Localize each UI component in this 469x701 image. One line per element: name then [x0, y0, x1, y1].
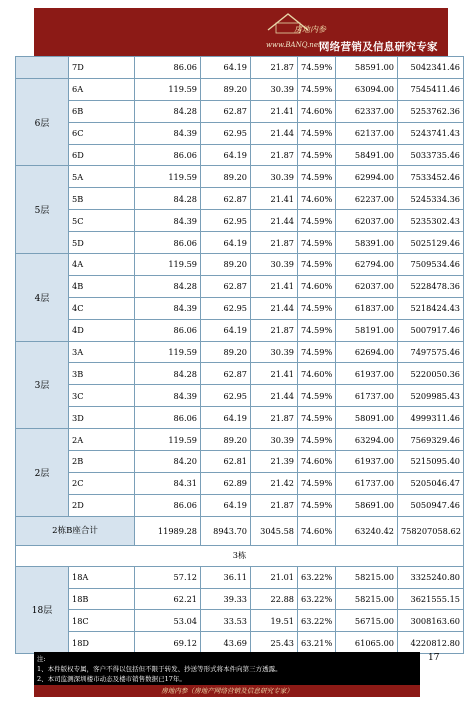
efficiency-ratio: 74.59% — [298, 210, 336, 232]
unit-number: 5B — [69, 188, 135, 210]
efficiency-ratio: 74.59% — [298, 122, 336, 144]
shared-area: 21.41 — [251, 100, 298, 122]
inner-area: 43.69 — [201, 632, 251, 654]
total-price: 5218424.43 — [398, 297, 464, 319]
table-row — [16, 588, 464, 610]
footer-banner: 房地内参（房地产网络营销及信息研究专家） — [34, 685, 420, 697]
page-number: 17 — [428, 653, 440, 663]
floor-label: 2层 — [16, 429, 69, 517]
table-row — [16, 632, 464, 654]
inner-area: 64.19 — [201, 144, 251, 166]
unit-number: 3B — [69, 363, 135, 385]
table-row — [16, 319, 464, 341]
total-inner-area: 8943.70 — [201, 516, 251, 545]
efficiency-ratio: 74.59% — [298, 166, 336, 188]
efficiency-ratio: 74.59% — [298, 297, 336, 319]
table-row — [16, 610, 464, 632]
table-row — [16, 451, 464, 473]
inner-area: 33.53 — [201, 610, 251, 632]
inner-area: 89.20 — [201, 429, 251, 451]
table-row — [16, 188, 464, 210]
table-row — [16, 210, 464, 232]
floor-label: 18层 — [16, 566, 69, 654]
efficiency-ratio: 74.59% — [298, 78, 336, 100]
inner-area: 89.20 — [201, 254, 251, 276]
efficiency-ratio: 63.22% — [298, 610, 336, 632]
floor-label: 6层 — [16, 78, 69, 166]
header-banner — [34, 8, 448, 56]
inner-area: 64.19 — [201, 407, 251, 429]
inner-area: 36.11 — [201, 566, 251, 588]
total-price: 7569329.46 — [398, 429, 464, 451]
table-row — [16, 297, 464, 319]
total-ratio: 74.60% — [298, 516, 336, 545]
shared-area: 21.87 — [251, 494, 298, 516]
shared-area: 30.39 — [251, 341, 298, 363]
shared-area: 22.88 — [251, 588, 298, 610]
inner-area: 62.87 — [201, 275, 251, 297]
unit-price: 58191.00 — [336, 319, 398, 341]
shared-area: 19.51 — [251, 610, 298, 632]
floor-label: 5层 — [16, 166, 69, 254]
total-price: 7533452.46 — [398, 166, 464, 188]
total-area: 11989.28 — [135, 516, 201, 545]
table-row — [16, 144, 464, 166]
building-area: 119.59 — [135, 341, 201, 363]
sales-table-body — [16, 57, 464, 654]
shared-area: 25.43 — [251, 632, 298, 654]
unit-number: 6C — [69, 122, 135, 144]
total-price: 7497575.46 — [398, 341, 464, 363]
notes-heading: 注: — [37, 655, 46, 663]
total-price: 5205046.47 — [398, 472, 464, 494]
total-price: 7509534.46 — [398, 254, 464, 276]
total-price: 5209985.43 — [398, 385, 464, 407]
efficiency-ratio: 63.22% — [298, 566, 336, 588]
building-area: 119.59 — [135, 78, 201, 100]
table-row — [16, 57, 464, 79]
efficiency-ratio: 74.59% — [298, 407, 336, 429]
unit-price: 56715.00 — [336, 610, 398, 632]
inner-area: 62.95 — [201, 210, 251, 232]
efficiency-ratio: 74.59% — [298, 232, 336, 254]
unit-price: 62694.00 — [336, 341, 398, 363]
efficiency-ratio: 74.59% — [298, 429, 336, 451]
efficiency-ratio: 74.59% — [298, 319, 336, 341]
unit-price: 58215.00 — [336, 588, 398, 610]
section-row — [16, 545, 464, 566]
unit-price: 63294.00 — [336, 429, 398, 451]
unit-number: 2D — [69, 494, 135, 516]
shared-area: 21.44 — [251, 122, 298, 144]
unit-number: 6A — [69, 78, 135, 100]
notes-line-2: 2、本司监测深圳楼市动态及楼市销售数据已17年。 — [37, 675, 186, 683]
building-area: 86.06 — [135, 232, 201, 254]
unit-price: 62037.00 — [336, 275, 398, 297]
unit-price: 62794.00 — [336, 254, 398, 276]
efficiency-ratio: 74.59% — [298, 144, 336, 166]
shared-area: 21.01 — [251, 566, 298, 588]
total-price: 3621555.15 — [398, 588, 464, 610]
table-row — [16, 341, 464, 363]
building-area: 84.20 — [135, 451, 201, 473]
shared-area: 30.39 — [251, 429, 298, 451]
efficiency-ratio: 74.59% — [298, 385, 336, 407]
total-price: 4999311.46 — [398, 407, 464, 429]
total-row — [16, 516, 464, 545]
shared-area: 21.42 — [251, 472, 298, 494]
total-price: 5220050.36 — [398, 363, 464, 385]
header-title: 网络营销及信息研究专家 — [319, 41, 438, 53]
inner-area: 39.33 — [201, 588, 251, 610]
total-price: 5033735.46 — [398, 144, 464, 166]
notes-box — [34, 652, 420, 685]
table-row — [16, 78, 464, 100]
inner-area: 62.89 — [201, 472, 251, 494]
site-url: www.BANQ.net — [266, 41, 321, 49]
shared-area: 21.87 — [251, 319, 298, 341]
inner-area: 64.19 — [201, 232, 251, 254]
total-price: 3325240.80 — [398, 566, 464, 588]
unit-number: 7D — [69, 57, 135, 79]
shared-area: 21.44 — [251, 297, 298, 319]
total-price: 5025129.46 — [398, 232, 464, 254]
shared-area: 21.39 — [251, 451, 298, 473]
unit-price: 62137.00 — [336, 122, 398, 144]
floor-cell-blank — [16, 57, 69, 79]
building-area: 86.06 — [135, 144, 201, 166]
unit-number: 18B — [69, 588, 135, 610]
table-row — [16, 166, 464, 188]
total-price: 758207058.62 — [398, 516, 464, 545]
total-label: 2栋B座合计 — [16, 516, 135, 545]
building-area: 119.59 — [135, 429, 201, 451]
building-area: 84.28 — [135, 188, 201, 210]
unit-number: 18A — [69, 566, 135, 588]
building-area: 86.06 — [135, 494, 201, 516]
building-area: 84.28 — [135, 275, 201, 297]
table-row — [16, 566, 464, 588]
building-area: 53.04 — [135, 610, 201, 632]
efficiency-ratio: 63.21% — [298, 632, 336, 654]
table-row — [16, 254, 464, 276]
unit-number: 2B — [69, 451, 135, 473]
unit-number: 3D — [69, 407, 135, 429]
shared-area: 21.87 — [251, 407, 298, 429]
efficiency-ratio: 74.59% — [298, 472, 336, 494]
efficiency-ratio: 74.60% — [298, 363, 336, 385]
unit-price: 61837.00 — [336, 297, 398, 319]
building-area: 86.06 — [135, 57, 201, 79]
building-area: 84.39 — [135, 122, 201, 144]
table-row — [16, 407, 464, 429]
building-area: 86.06 — [135, 319, 201, 341]
table-row — [16, 363, 464, 385]
table-row — [16, 122, 464, 144]
unit-number: 18D — [69, 632, 135, 654]
total-unit-price: 63240.42 — [336, 516, 398, 545]
shared-area: 30.39 — [251, 78, 298, 100]
unit-price: 61065.00 — [336, 632, 398, 654]
building-area: 119.59 — [135, 166, 201, 188]
inner-area: 89.20 — [201, 78, 251, 100]
unit-number: 2A — [69, 429, 135, 451]
shared-area: 30.39 — [251, 166, 298, 188]
table-row — [16, 100, 464, 122]
unit-number: 4B — [69, 275, 135, 297]
total-price: 5245334.36 — [398, 188, 464, 210]
inner-area: 62.87 — [201, 363, 251, 385]
building-area: 57.12 — [135, 566, 201, 588]
shared-area: 21.41 — [251, 363, 298, 385]
building-area: 69.12 — [135, 632, 201, 654]
building-area: 62.21 — [135, 588, 201, 610]
total-price: 5235302.43 — [398, 210, 464, 232]
unit-price: 58591.00 — [336, 57, 398, 79]
efficiency-ratio: 74.59% — [298, 494, 336, 516]
total-price: 5050947.46 — [398, 494, 464, 516]
section-label: 3栋 — [16, 545, 464, 566]
unit-price: 58691.00 — [336, 494, 398, 516]
unit-number: 6D — [69, 144, 135, 166]
unit-number: 2C — [69, 472, 135, 494]
total-price: 3008163.60 — [398, 610, 464, 632]
efficiency-ratio: 74.59% — [298, 254, 336, 276]
unit-price: 62337.00 — [336, 100, 398, 122]
shared-area: 21.87 — [251, 57, 298, 79]
building-area: 84.39 — [135, 385, 201, 407]
inner-area: 62.95 — [201, 385, 251, 407]
building-area: 119.59 — [135, 254, 201, 276]
building-area: 84.28 — [135, 363, 201, 385]
shared-area: 30.39 — [251, 254, 298, 276]
inner-area: 62.87 — [201, 188, 251, 210]
inner-area: 64.19 — [201, 57, 251, 79]
unit-price: 58491.00 — [336, 144, 398, 166]
unit-number: 5C — [69, 210, 135, 232]
unit-price: 61737.00 — [336, 385, 398, 407]
unit-number: 6B — [69, 100, 135, 122]
efficiency-ratio: 74.59% — [298, 57, 336, 79]
total-price: 5253762.36 — [398, 100, 464, 122]
shared-area: 21.44 — [251, 210, 298, 232]
inner-area: 64.19 — [201, 494, 251, 516]
unit-number: 5A — [69, 166, 135, 188]
inner-area: 64.19 — [201, 319, 251, 341]
sales-table — [15, 56, 464, 654]
unit-number: 3C — [69, 385, 135, 407]
unit-number: 4D — [69, 319, 135, 341]
building-area: 86.06 — [135, 407, 201, 429]
unit-price: 58215.00 — [336, 566, 398, 588]
unit-price: 62237.00 — [336, 188, 398, 210]
unit-price: 62037.00 — [336, 210, 398, 232]
efficiency-ratio: 74.59% — [298, 341, 336, 363]
unit-number: 18C — [69, 610, 135, 632]
efficiency-ratio: 74.60% — [298, 451, 336, 473]
inner-area: 89.20 — [201, 341, 251, 363]
building-area: 84.39 — [135, 297, 201, 319]
unit-price: 62994.00 — [336, 166, 398, 188]
inner-area: 62.95 — [201, 122, 251, 144]
unit-price: 61737.00 — [336, 472, 398, 494]
inner-area: 62.95 — [201, 297, 251, 319]
unit-price: 61937.00 — [336, 363, 398, 385]
floor-label: 4层 — [16, 254, 69, 342]
efficiency-ratio: 63.22% — [298, 588, 336, 610]
table-row — [16, 472, 464, 494]
shared-area: 21.41 — [251, 275, 298, 297]
shared-area: 21.87 — [251, 144, 298, 166]
shared-area: 21.44 — [251, 385, 298, 407]
unit-price: 58091.00 — [336, 407, 398, 429]
shared-area: 21.41 — [251, 188, 298, 210]
building-area: 84.31 — [135, 472, 201, 494]
brand-logo-text: 房地内参 — [294, 25, 326, 34]
notes-line-1: 1、本件版权专属，客户不得以包括但不限于转发、抄送等形式将本件向第三方透露。 — [37, 665, 282, 673]
floor-label: 3层 — [16, 341, 69, 429]
efficiency-ratio: 74.60% — [298, 100, 336, 122]
table-row — [16, 429, 464, 451]
inner-area: 62.81 — [201, 451, 251, 473]
table-row — [16, 494, 464, 516]
building-area: 84.28 — [135, 100, 201, 122]
unit-number: 5D — [69, 232, 135, 254]
total-price: 5215095.40 — [398, 451, 464, 473]
unit-number: 4A — [69, 254, 135, 276]
total-price: 4220812.80 — [398, 632, 464, 654]
total-price: 5243741.43 — [398, 122, 464, 144]
unit-price: 63094.00 — [336, 78, 398, 100]
total-shared-area: 3045.58 — [251, 516, 298, 545]
total-price: 7545411.46 — [398, 78, 464, 100]
table-row — [16, 385, 464, 407]
total-price: 5007917.46 — [398, 319, 464, 341]
table-row — [16, 275, 464, 297]
total-price: 5042341.46 — [398, 57, 464, 79]
unit-price: 58391.00 — [336, 232, 398, 254]
inner-area: 89.20 — [201, 166, 251, 188]
total-price: 5228478.36 — [398, 275, 464, 297]
unit-number: 4C — [69, 297, 135, 319]
building-area: 84.39 — [135, 210, 201, 232]
table-row — [16, 232, 464, 254]
inner-area: 62.87 — [201, 100, 251, 122]
shared-area: 21.87 — [251, 232, 298, 254]
efficiency-ratio: 74.60% — [298, 275, 336, 297]
unit-price: 61937.00 — [336, 451, 398, 473]
efficiency-ratio: 74.60% — [298, 188, 336, 210]
unit-number: 3A — [69, 341, 135, 363]
